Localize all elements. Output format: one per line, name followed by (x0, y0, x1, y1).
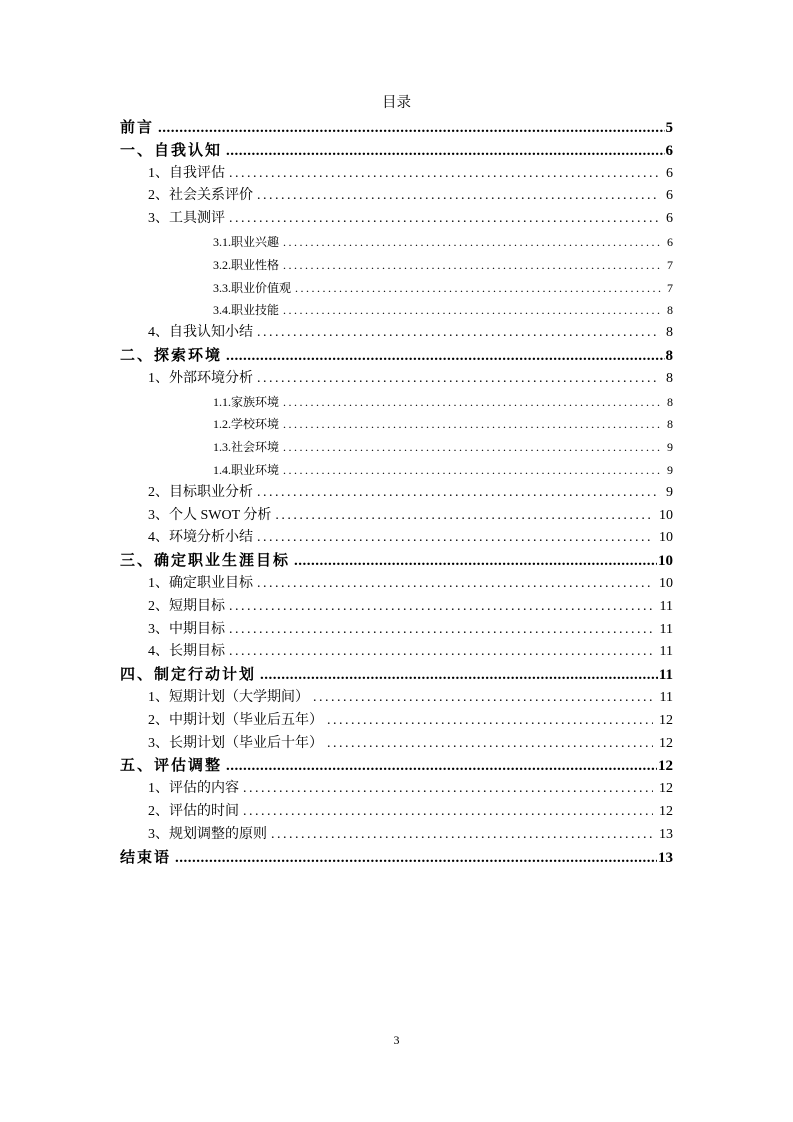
toc-entry-label: 1.1.家族环境 (213, 394, 280, 409)
toc-entry-label: 3、长期计划（毕业后十年） (148, 735, 323, 751)
toc-entry[interactable] (120, 277, 673, 300)
toc-entry-label: 3、个人 SWOT 分析 (148, 507, 272, 523)
toc-entry-page: 8 (666, 325, 673, 341)
toc-entry-page: 12 (659, 735, 673, 751)
toc-entry[interactable] (120, 573, 673, 596)
toc-entry-page: 11 (658, 667, 673, 684)
toc-entry-label: 2、评估的时间 (148, 803, 239, 819)
toc-entry[interactable] (120, 824, 673, 847)
toc-entry[interactable] (120, 436, 673, 459)
toc-entry-label: 2、社会关系评价 (148, 188, 253, 204)
toc-entry-label: 4、环境分析小结 (148, 530, 253, 546)
toc-entry-page: 8 (666, 370, 673, 386)
toc-entry[interactable] (120, 368, 673, 391)
toc-entry-label: 1.3.社会环境 (213, 440, 280, 455)
toc-entry[interactable] (120, 755, 673, 778)
dot-leader (226, 755, 657, 778)
toc-entry-page: 6 (666, 165, 673, 181)
dot-leader (283, 299, 661, 322)
toc-entry[interactable] (120, 687, 673, 710)
toc-entry-page: 10 (659, 575, 673, 591)
toc-entry[interactable] (120, 208, 673, 231)
toc-entry[interactable] (120, 231, 673, 254)
dot-leader (257, 482, 660, 505)
toc-entry-page: 11 (659, 621, 673, 637)
dot-leader (229, 641, 654, 664)
toc-entry-label: 结束语 (120, 849, 172, 866)
toc-entry-page: 8 (667, 303, 673, 318)
toc-entry-page: 13 (658, 849, 673, 866)
dot-leader (257, 573, 653, 596)
footer-page-number: 3 (393, 1033, 400, 1047)
dot-leader (283, 231, 661, 254)
toc-entry[interactable] (120, 664, 673, 687)
toc-entry-page: 12 (658, 758, 673, 775)
toc-entry[interactable] (120, 527, 673, 550)
toc-entry[interactable] (120, 596, 673, 619)
toc-entry-label: 3、中期目标 (148, 621, 225, 637)
toc-entry[interactable] (120, 163, 673, 186)
toc-entry[interactable] (120, 117, 673, 140)
toc-entry-label: 1.2.学校环境 (213, 417, 280, 432)
toc-entry-label: 四、制定行动计划 (120, 667, 257, 684)
toc-entry-page: 10 (659, 507, 673, 523)
dot-leader (257, 368, 660, 391)
toc-title: 目录 (382, 95, 411, 111)
toc-entry-label: 1、自我评估 (148, 165, 225, 181)
toc-entry-label: 前言 (120, 120, 155, 136)
toc-entry-label: 4、长期目标 (148, 644, 225, 660)
toc-entry[interactable] (120, 778, 673, 801)
toc-entry[interactable] (120, 505, 673, 528)
toc-entry[interactable] (120, 299, 673, 322)
dot-leader (275, 505, 653, 528)
toc-entry-page: 12 (659, 803, 673, 819)
toc-entry[interactable] (120, 459, 673, 482)
toc-entry[interactable] (120, 847, 673, 870)
toc-entry-page: 7 (667, 280, 673, 295)
toc-entry-label: 1.4.职业环境 (213, 462, 280, 477)
toc-entry[interactable] (120, 801, 673, 824)
toc-entry[interactable] (120, 733, 673, 756)
toc-entry-label: 2、目标职业分析 (148, 484, 253, 500)
dot-leader (327, 733, 653, 756)
toc-entry-label: 3.2.职业性格 (213, 257, 280, 272)
toc-entry-page: 11 (659, 689, 673, 705)
dot-leader (229, 163, 660, 186)
dot-leader (226, 140, 664, 163)
toc-entry-page: 12 (659, 781, 673, 797)
toc-entry-label: 2、短期目标 (148, 598, 225, 614)
toc-entry[interactable] (120, 322, 673, 345)
dot-leader (257, 527, 653, 550)
toc-entry[interactable] (120, 391, 673, 414)
toc-entry-label: 三、确定职业生涯目标 (120, 553, 291, 570)
toc-entry-page: 11 (659, 644, 673, 660)
toc-entry-page: 11 (659, 598, 673, 614)
toc-entry-label: 2、中期计划（毕业后五年） (148, 712, 323, 728)
dot-leader (294, 550, 657, 573)
toc-entry-label: 3.4.职业技能 (213, 303, 280, 318)
dot-leader (243, 801, 653, 824)
toc-entry[interactable] (120, 413, 673, 436)
toc-entry-label: 3.3.职业价值观 (213, 280, 292, 295)
toc-entry-label: 3、规划调整的原则 (148, 826, 267, 842)
toc-entry[interactable] (120, 619, 673, 642)
toc-entry-page: 9 (667, 462, 673, 477)
toc-entry-label: 1、确定职业目标 (148, 575, 253, 591)
toc-entry[interactable] (120, 345, 673, 368)
toc-entry-page: 6 (667, 234, 673, 249)
toc-entry-page: 12 (659, 712, 673, 728)
dot-leader (226, 345, 664, 368)
dot-leader (283, 254, 661, 277)
toc-entry-label: 1、短期计划（大学期间） (148, 689, 309, 705)
toc-entry-page: 6 (666, 188, 673, 204)
dot-leader (283, 459, 661, 482)
toc-entry[interactable] (120, 185, 673, 208)
toc-entry-page: 8 (667, 394, 673, 409)
toc-entry-page: 6 (666, 211, 673, 227)
toc-entry-page: 8 (665, 347, 673, 364)
toc-entry[interactable] (120, 550, 673, 573)
dot-leader (327, 710, 653, 733)
dot-leader (229, 208, 660, 231)
toc-entry[interactable] (120, 641, 673, 664)
dot-leader (295, 277, 661, 300)
dot-leader (283, 436, 661, 459)
toc-entry-page: 5 (665, 120, 673, 136)
dot-leader (257, 185, 660, 208)
dot-leader (283, 391, 661, 414)
toc-entry-page: 6 (665, 142, 673, 159)
toc-entry[interactable] (120, 482, 673, 505)
toc-entry-page: 10 (659, 530, 673, 546)
toc-entry-label: 3.1.职业兴趣 (213, 234, 280, 249)
toc-entry[interactable] (120, 710, 673, 733)
toc-entry[interactable] (120, 254, 673, 277)
toc-entry-page: 10 (658, 553, 673, 570)
dot-leader (271, 824, 653, 847)
toc-entry-page: 9 (667, 440, 673, 455)
toc-entry-label: 一、自我认知 (120, 142, 223, 159)
dot-leader (283, 413, 661, 436)
toc-entry-page: 7 (667, 257, 673, 272)
toc-entry-label: 二、探索环境 (120, 347, 223, 364)
dot-leader (257, 322, 660, 345)
toc-entry-label: 五、评估调整 (120, 758, 223, 775)
toc-entry-page: 13 (659, 826, 673, 842)
toc-entry-label: 1、外部环境分析 (148, 370, 253, 386)
dot-leader (243, 778, 653, 801)
toc-entry-page: 9 (666, 484, 673, 500)
dot-leader (229, 619, 654, 642)
toc-entry-label: 1、评估的内容 (148, 781, 239, 797)
toc-entry-label: 4、自我认知小结 (148, 325, 253, 341)
dot-leader (175, 847, 657, 870)
dot-leader (229, 596, 654, 619)
toc-entry-page: 8 (667, 417, 673, 432)
toc-list (120, 117, 673, 869)
toc-entry-label: 3、工具测评 (148, 211, 225, 227)
dot-leader (158, 117, 664, 140)
toc-entry[interactable] (120, 140, 673, 163)
dot-leader (313, 687, 654, 710)
dot-leader (260, 664, 658, 687)
